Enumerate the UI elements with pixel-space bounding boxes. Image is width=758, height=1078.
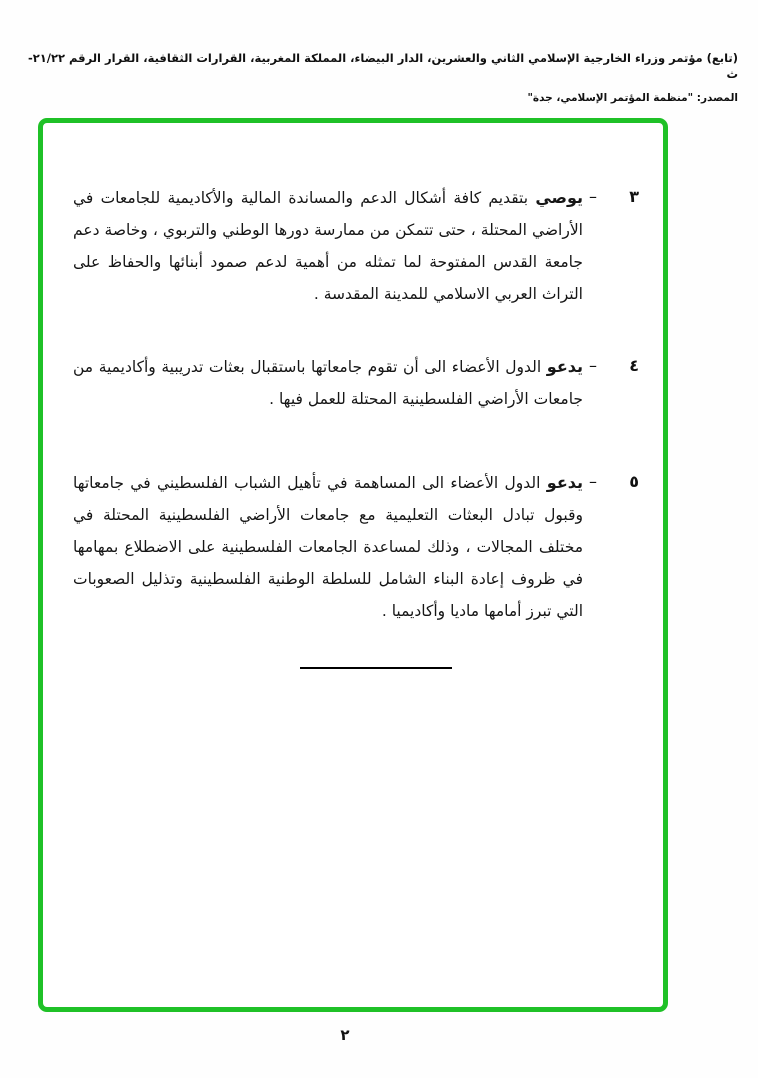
paragraph-3-body: بتقديم كافة أشكال الدعم والمساندة المالية والأكاديمية للجامعات في الأراضي المحتلة ، حتى تتمكن من ممارسة دورها الوطني والتربوي ، وخاصة دعم جامعة القدس المفتوحة لما تمثله من أهمية لدعم صمود أبنائها والحفاظ على التراث العربي الاسلامي للمدينة المقدسة . [73,189,583,304]
paragraph-5-lead: يدعو [546,472,583,492]
paragraph-3-marker [583,181,639,310]
content-frame [38,118,668,1012]
paragraph-4-body: الدول الأعضاء الى أن تقوم جامعاتها باستقبال بعثات تدريبية وأكاديمية من جامعات الأراضي الفلسطينية المحتلة للعمل فيها . [73,358,583,409]
header-line-1: (تابع) مؤتمر وزراء الخارجية الإسلامي الثاني والعشرين، الدار البيضاء، المملكة المغربية، القرارات الثقافية، القرار الرقم ٢١/٢٢-ث [27,51,738,82]
paragraph-5-marker [583,466,639,627]
paragraph-4-dash: – [589,356,597,376]
paragraph-4-number: ٤ [629,356,639,376]
paragraph-3 [73,181,639,310]
paragraph-5 [73,466,639,627]
header-line-2: المصدر: "منظمة المؤتمر الإسلامي، جدة" [527,92,738,105]
paragraph-4 [73,350,639,415]
paragraph-5-number: ٥ [629,471,639,491]
paragraph-4-text [73,350,583,415]
document-header [20,50,738,106]
paragraph-3-dash: – [589,187,597,206]
paragraph-5-text [73,466,583,627]
paragraph-4-lead: يدعو [546,357,583,377]
separator-line [300,667,452,669]
paragraph-3-text [73,181,583,310]
paragraph-5-dash: – [589,471,597,491]
paragraph-5-body: الدول الأعضاء الى المساهمة في تأهيل الشباب الفلسطيني في جامعاتها وقبول تبادل البعثات التعليمية مع جامعات الأراضي الفلسطينية المحتلة في مختلف المجالات ، وذلك لمساعدة الجامعات الفلسطينية على الاضطلاع بمهامها في ظروف إعادة البناء الشامل للسلطة الوطنية الفلسطينية وتذليل الصعوبات التي تبرز أمامها ماديا وأكاديميا . [73,473,583,620]
paragraph-4-marker [583,350,639,415]
page-number: ٢ [340,1026,350,1044]
paragraph-3-number: ٣ [629,187,639,206]
paragraph-3-lead: يوصي [535,188,583,207]
